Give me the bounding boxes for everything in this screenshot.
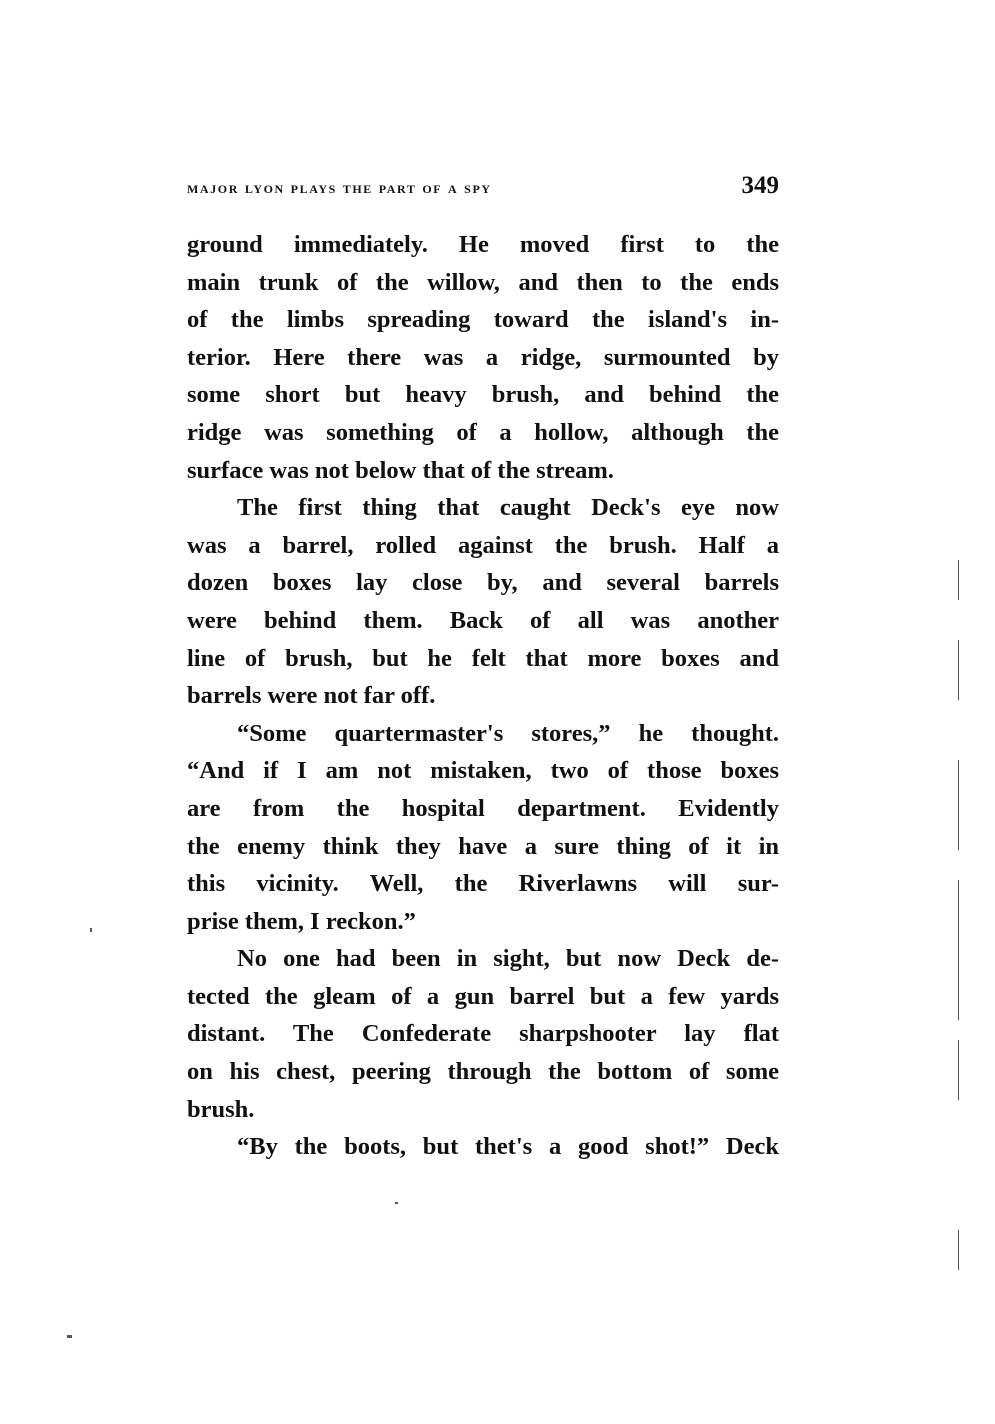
text-line: ground immediately. He moved first to the (187, 231, 779, 258)
scan-mark (958, 880, 959, 1020)
scan-mark (958, 1230, 959, 1270)
text-line: on his chest, peering through the bottom of some (187, 1058, 779, 1086)
text-line: distant. The Confederate sharpshooter lay flat (187, 1020, 779, 1048)
text-line: main trunk of the willow, and then to the ends (187, 268, 779, 296)
text-line: barrels were not far off. (187, 682, 436, 710)
scan-mark (958, 760, 959, 850)
running-title: major lyon plays the part of a spy (187, 178, 492, 197)
paragraph-2 (187, 489, 779, 715)
text-line: of the limbs spreading toward the island's in- (187, 306, 779, 334)
text-line: line of brush, but he felt that more boxes and (187, 644, 779, 672)
paragraph-1 (187, 226, 779, 489)
text-line: were behind them. Back of all was another (187, 606, 779, 634)
text-line: surface was not below that of the stream. (187, 456, 614, 484)
scan-mark (958, 640, 959, 700)
paragraph-4 (187, 940, 779, 1128)
paragraph-3 (187, 715, 779, 941)
text-line: are from the hospital department. Evidently (187, 794, 779, 822)
text-line: “By the boots, but thet's a good shot!” Deck (237, 1133, 779, 1161)
scan-mark (395, 1202, 398, 1204)
page-number: 349 (741, 172, 779, 199)
scan-mark (958, 1040, 959, 1100)
text-line: some short but heavy brush, and behind the (187, 381, 779, 409)
scan-mark (90, 928, 92, 932)
text-line: brush. (187, 1095, 255, 1123)
text-line: dozen boxes lay close by, and several barrels (187, 569, 779, 597)
text-line: was a barrel, rolled against the brush. Half a (187, 531, 779, 559)
text-line: The first thing that caught Deck's eye now (237, 494, 779, 522)
scan-mark (958, 560, 959, 600)
scan-mark (67, 1335, 72, 1338)
text-line: the enemy think they have a sure thing of it in (187, 832, 779, 860)
text-line: terior. Here there was a ridge, surmounted by (187, 343, 779, 371)
text-line: tected the gleam of a gun barrel but a few yards (187, 982, 779, 1010)
paragraph-5 (187, 1128, 779, 1166)
text-line: this vicinity. Well, the Riverlawns will sur- (187, 870, 779, 898)
running-head (187, 172, 779, 202)
text-line: prise them, I reckon.” (187, 907, 416, 935)
text-line: No one had been in sight, but now Deck de- (237, 945, 779, 973)
text-line: “And if I am not mistaken, two of those boxes (187, 757, 779, 785)
text-line: “Some quartermaster's stores,” he thought. (237, 719, 779, 747)
text-line: ridge was something of a hollow, although the (187, 418, 779, 446)
body-text (187, 226, 779, 1166)
